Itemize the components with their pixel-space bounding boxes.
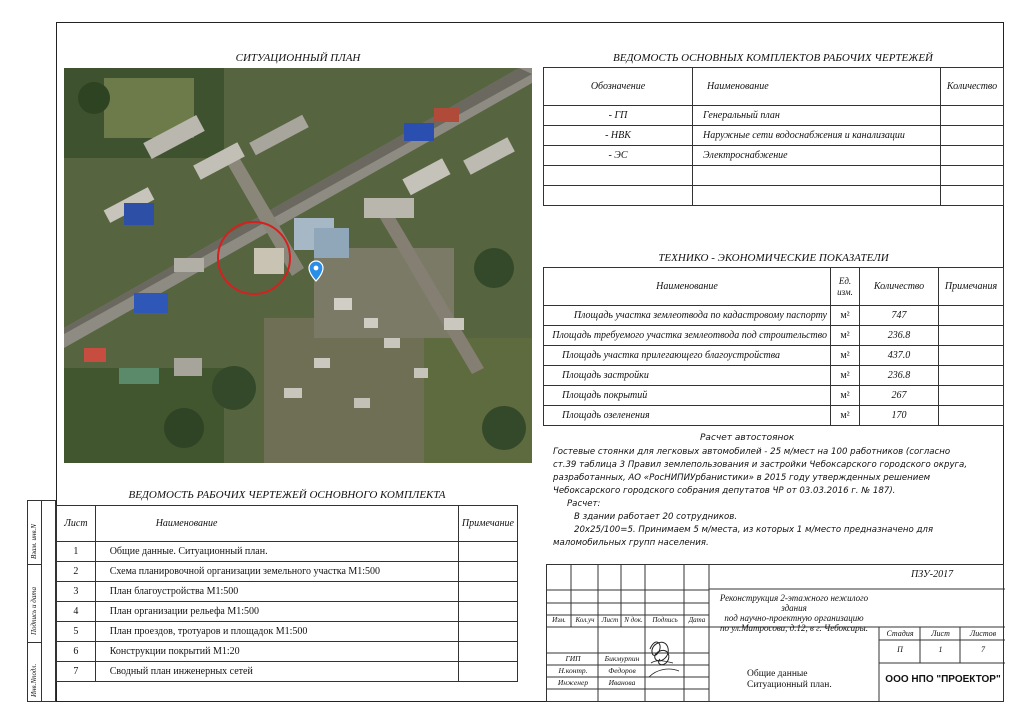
doc-code: ПЗУ-2017 (911, 569, 954, 580)
parking-line: разработанных, АО «РосНИПИУрбанистики» в 2015 году утвержденных решением (553, 473, 931, 483)
parking-line: Гостевые стоянки для легковых автомобилей - 25 м/мест на 100 работников (согласно (553, 447, 951, 457)
map-title: СИТУАЦИОННЫЙ ПЛАН (235, 52, 361, 64)
wd-header-notes: Примечание (458, 506, 517, 542)
project-title: Реконструкция 2-этажного нежилого здания под научно-проектную организацию по ул.Матросова, д.12, в г. Чебоксары. (719, 593, 869, 633)
table-row: Площадь участка прилегающего благоустройства м² 437.0 (544, 346, 1004, 366)
table-row: 4 План организации рельефа М1:500 (57, 602, 518, 622)
table-row: 3 План благоустройства М1:500 (57, 582, 518, 602)
table-row: Площадь застройки м² 236.8 (544, 366, 1004, 386)
parking-line: маломобильных групп населения. (553, 538, 709, 548)
parking-line: Расчет: (567, 499, 601, 509)
situational-map (64, 68, 532, 463)
header-qty: Количество (941, 68, 1004, 106)
table-row: - ГП Генеральный план (544, 106, 1004, 126)
table-row: Площадь покрытий м² 267 (544, 386, 1004, 406)
table-row (544, 186, 1004, 206)
header-code: Обозначение (544, 68, 693, 106)
sidebar-label: Взам. инв.N (30, 524, 38, 559)
sidebar-label: Подпись и дата (30, 587, 38, 635)
title-block: ПЗУ-2017 Реконструкция 2-этажного нежилого здания под научно-проектную организацию по ул.Матросова, д.12, в г. Чебоксары. Изм. Кол.уч Лист N док. Подпись Дата ГИП Бикмурпин Н.контр. Федоров Инженер Иванова Общие данные Ситуационный план. Стадия Лист Листов П 1 7 ООО НПО "ПРОЕКТОР" (546, 564, 1004, 702)
table-row: Площадь озеленения м² 170 (544, 406, 1004, 426)
working-drawings-table (56, 505, 518, 682)
tep-header-notes: Примечания (939, 268, 1004, 306)
table-row: Площадь требуемого участка землеотвода под строительство м² 236.8 (544, 326, 1004, 346)
working-drawings-title: ВЕДОМОСТЬ РАБОЧИХ ЧЕРТЕЖЕЙ ОСНОВНОГО КОМПЛЕКТА (128, 489, 446, 501)
table-row: 7 Сводный план инженерных сетей (57, 662, 518, 682)
parking-title: Расчет автостоянок (700, 433, 795, 443)
parking-line: ст.39 таблица 3 Правил землепользования и застройки Чебоксарского городского округа, (553, 460, 968, 470)
main-sets-table (543, 67, 1004, 206)
sheet-name: Общие данные Ситуационный план. (747, 669, 832, 690)
header-name: Наименование (693, 68, 941, 106)
parking-line: В здании работает 20 сотрудников. (574, 512, 738, 522)
tep-header-name: Наименование (544, 268, 831, 306)
sidebar-stamp (27, 500, 56, 702)
parking-line: 20х25/100=5. Принимаем 5 м/места, из которых 1 м/место предназначено для (574, 525, 934, 535)
table-row: 6 Конструкции покрытий М1:20 (57, 642, 518, 662)
table-row: 1 Общие данные. Ситуационный план. (57, 542, 518, 562)
sidebar-label: Инв.Nподл. (30, 663, 38, 697)
main-sets-title: ВЕДОМОСТЬ ОСНОВНЫХ КОМПЛЕКТОВ РАБОЧИХ ЧЕРТЕЖЕЙ (613, 52, 933, 64)
table-row: - НВК Наружные сети водоснабжения и канализации (544, 126, 1004, 146)
tep-header-qty: Количество (860, 268, 939, 306)
table-row (544, 166, 1004, 186)
table-row: 2 Схема планировочной организации земельного участка М1:500 (57, 562, 518, 582)
wd-header-num: Лист (57, 506, 96, 542)
wd-header-name: Наименование (95, 506, 458, 542)
tep-table (543, 267, 1004, 426)
tep-title: ТЕХНИКО - ЭКОНОМИЧЕСКИЕ ПОКАЗАТЕЛИ (658, 252, 889, 264)
company-name: ООО НПО "ПРОЕКТОР" (885, 674, 1001, 685)
table-row: Площадь участка землеотвода по кадастровому паспорту м² 747 (544, 306, 1004, 326)
table-row: 5 План проездов, тротуаров и площадок М1:500 (57, 622, 518, 642)
parking-line: Чебоксарского городского собрания депутатов ЧР от 03.03.2016 г. № 187). (553, 486, 896, 496)
tep-header-unit: Ед. изм. (831, 268, 860, 306)
table-row: - ЭС Электроснабжение (544, 146, 1004, 166)
